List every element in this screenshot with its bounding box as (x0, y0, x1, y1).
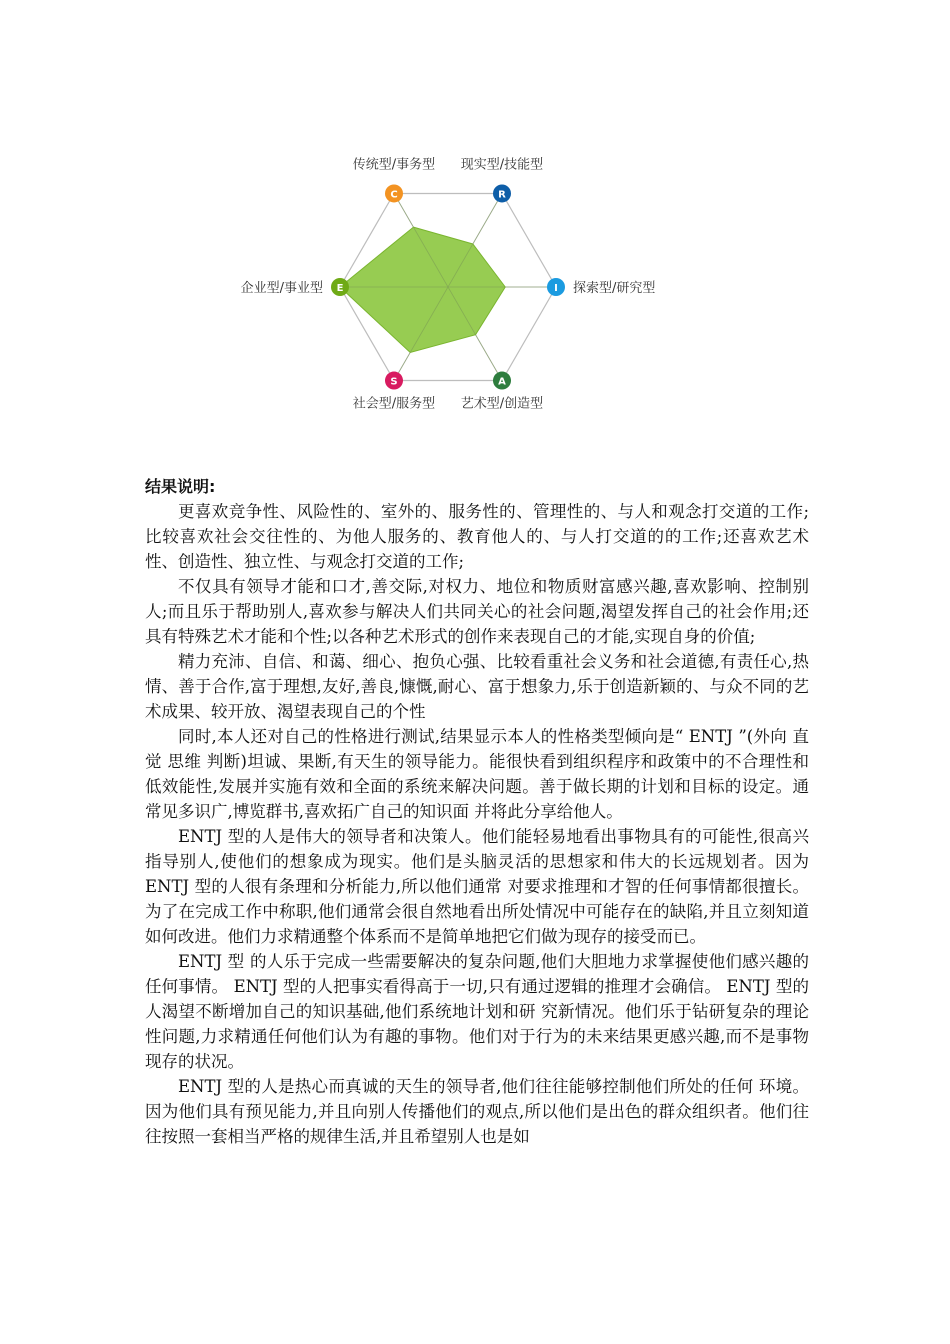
result-paragraph-7: ENTJ 型的人是热心而真诚的天生的领导者,他们往往能够控制他们所处的任何 环境。因为他们具有预见能力,并且向别人传播他们的观点,所以他们是出色的群众组织者。他们往往按照一套相当严格的规律生活,并且希望别人也是如 (145, 1077, 809, 1146)
axis-label-s: 社会型/服务型 (352, 396, 436, 412)
result-paragraph-5: ENTJ 型的人是伟大的领导者和决策人。他们能轻易地看出事物具有的可能性,很高兴指导别人,使他们的想象成为现实。他们是头脑灵活的思想家和伟大的长远规划者。因为 ENTJ 型的人很有条理和分析能力,所以他们通常 对要求推理和才智的任何事情都很擅长。为了在完成工作中称职,他们通常会很自然地看出所处情况中可能存在的缺陷,并且立刻知道如何改进。他们力求精通整个体系而不是简单地把它们做为现存的接受而已。 (145, 827, 809, 946)
axis-label-i: 探索型/研究型 (573, 281, 656, 296)
axis-marker-letter-a: A (498, 376, 506, 388)
result-paragraph-3: 精力充沛、自信、和蔼、细心、抱负心强、比较看重社会义务和社会道德,有责任心,热情、善于合作,富于理想,友好,善良,慷慨,耐心、富于想象力,乐于创造新颖的、与众不同的艺术成果、较开放、渴望表现自己的个性 (145, 652, 809, 721)
result-paragraph-2: 不仅具有领导才能和口才,善交际,对权力、地位和物质财富感兴趣,喜欢影响、控制别人;而且乐于帮助别人,喜欢参与解决人们共同关心的社会问题,渴望发挥自己的社会作用;还具有特殊艺术才能和个性;以各种艺术形式的创作来表现自己的才能,实现自身的价值; (145, 577, 809, 646)
result-paragraph-6: ENTJ 型 的人乐于完成一些需要解决的复杂问题,他们大胆地力求掌握使他们感兴趣的任何事情。 ENTJ 型的人把事实看得高于一切,只有通过逻辑的推理才会确信。 ENTJ 型的人渴望不断增加自己的知识基础,他们系统地计划和研 究新情况。他们乐于钻研复杂的理论性问题,力求精通任何他们认为有趣的事物。他们对于行为的未来结果更感兴趣,而不是事物现存的状况。 (145, 952, 809, 1071)
result-paragraph-4: 同时,本人还对自己的性格进行测试,结果显示本人的性格类型倾向是“ ENTJ ”(外向 直觉 思维 判断)坦诚、果断,有天生的领导能力。能很快看到组织程序和政策中的不合理性和低效能性,发展并实施有效和全面的系统来解决问题。善于做长期的计划和目标的设定。通常见多识广,博览群书,喜欢拓广自己的知识面 并将此分享给他人。 (145, 727, 809, 821)
axis-marker-letter-s: S (390, 376, 398, 388)
axis-label-r: 现实型/技能型 (460, 157, 544, 173)
axis-marker-letter-c: C (390, 189, 398, 201)
result-section (145, 474, 809, 1149)
axis-label-a: 艺术型/创造型 (460, 396, 544, 412)
axis-label-e: 企业型/事业型 (240, 281, 323, 296)
axis-marker-letter-r: R (498, 189, 506, 201)
axis-marker-letter-e: E (336, 283, 344, 294)
axis-marker-letter-i: I (554, 283, 558, 294)
result-paragraph-1: 更喜欢竞争性、风险性的、室外的、服务性的、管理性的、与人和观念打交道的工作;比较喜欢社会交往性的、为他人服务的、教育他人的、与人打交道的的工作;还喜欢艺术性、创造性、独立性、与观念打交道的工作; (145, 502, 809, 571)
radar-axis-overlay (340, 193, 556, 380)
radar-data-area (340, 227, 505, 352)
result-heading: 结果说明: (145, 477, 216, 496)
axis-label-c: 传统型/事务型 (352, 157, 436, 173)
holland-radar-chart (0, 0, 950, 440)
